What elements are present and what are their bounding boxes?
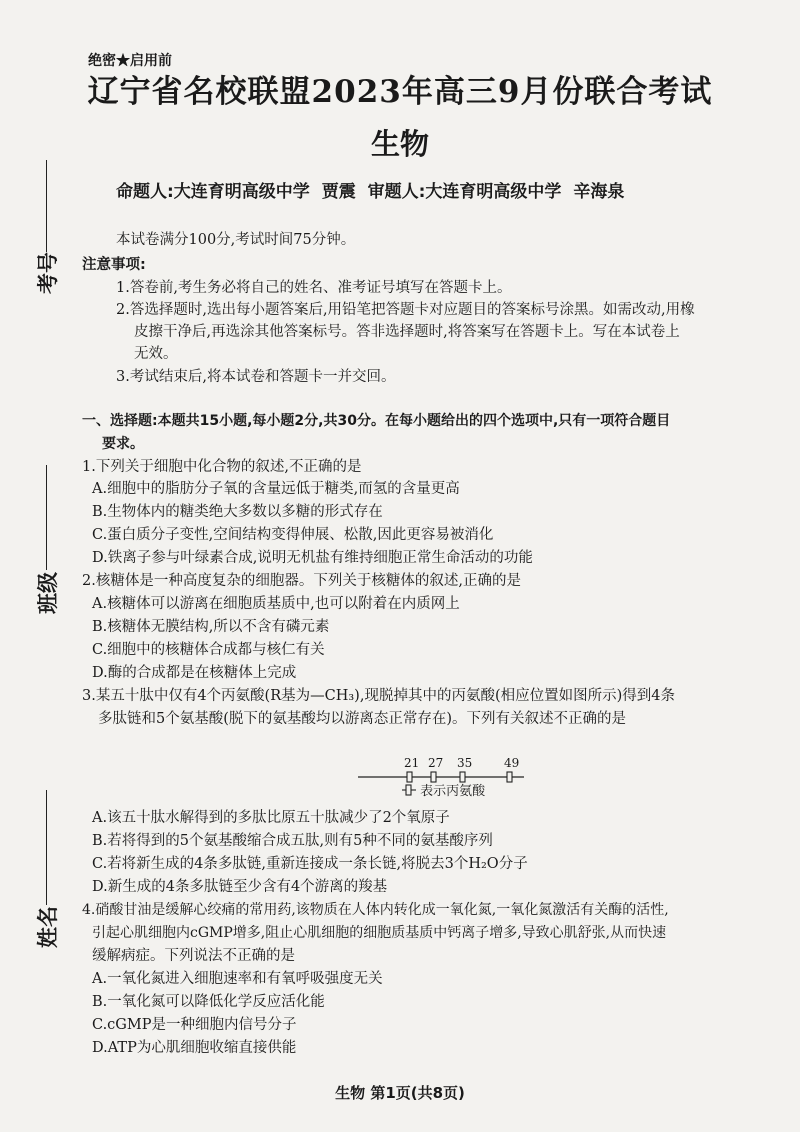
subject-title: 生物: [370, 127, 429, 161]
name-field-line[interactable]: [46, 790, 47, 905]
class-field-line[interactable]: [46, 465, 47, 570]
q3-stem: 3.某五十肽中仅有4个丙氨酸(R基为—CH₃),现脱掉其中的丙氨酸(相应位置如图所示)得到4条: [82, 688, 675, 704]
secret-tag: 绝密★启用前: [88, 53, 172, 69]
q4-option-d: D.ATP为心肌细胞收缩直接供能: [92, 1040, 297, 1056]
q3-option-d: D.新生成的4条多肽链至少含有4个游离的羧基: [92, 879, 388, 895]
q3-stem-cont: 多肽链和5个氨基酸(脱下的氨基酸均以游离态正常存在)。下列有关叙述不正确的是: [98, 711, 627, 727]
position-label: 35: [457, 756, 473, 770]
q3-option-b: B.若将得到的5个氨基酸缩合成五肽,则有5种不同的氨基酸序列: [92, 833, 493, 849]
name-label: 姓名: [36, 906, 60, 948]
q1-option-b: B.生物体内的糖类绝大多数以多糖的形式存在: [92, 504, 383, 520]
q1-option-d: D.铁离子参与叶绿素合成,说明无机盐有维持细胞正常生命活动的功能: [92, 550, 533, 566]
notice-2a: 2.答选择题时,选出每小题答案后,用铅笔把答题卡对应题目的答案标号涂黑。如需改动,用橡: [116, 302, 695, 318]
q4-option-c: C.cGMP是一种细胞内信号分子: [92, 1017, 297, 1033]
q4-option-b: B.一氧化氮可以降低化学反应活化能: [92, 994, 325, 1010]
notice-2b: 皮擦干净后,再选涂其他答案标号。答非选择题时,将答案写在答题卡上。写在本试卷上: [134, 324, 680, 340]
q4-stem-cont: 引起心肌细胞内cGMP增多,阻止心肌细胞的细胞质基质中钙离子增多,导致心肌舒张,从而快速: [92, 925, 667, 941]
q4-option-a: A.一氧化氮进入细胞速率和有氧呼吸强度无关: [92, 971, 383, 987]
notice-title: 注意事项:: [82, 257, 146, 273]
position-label: 21: [404, 756, 420, 770]
legend-text: 表示丙氨酸: [420, 784, 486, 799]
q4-stem: 4.硝酸甘油是缓解心绞痛的常用药,该物质在人体内转化成一氧化氮,一氧化氮激活有关酶的活性,: [82, 902, 669, 918]
q3-option-c: C.若将新生成的4条多肽链,重新连接成一条长链,将脱去3个H₂O分子: [92, 856, 528, 872]
q2-option-c: C.细胞中的核糖体合成都与核仁有关: [92, 642, 325, 658]
notice-1: 1.答卷前,考生务必将自己的姓名、准考证号填写在答题卡上。: [116, 280, 512, 296]
exam-no-field-line[interactable]: [46, 160, 47, 252]
page-footer: 生物 第1页(共8页): [335, 1084, 465, 1102]
notice-3: 3.考试结束后,将本试卷和答题卡一并交回。: [116, 369, 396, 385]
position-label: 49: [504, 756, 520, 770]
class-label: 班级: [36, 572, 60, 614]
q1-stem: 1.下列关于细胞中化合物的叙述,不正确的是: [82, 459, 362, 475]
alanine-symbol-icon: [402, 783, 416, 797]
q2-stem: 2.核糖体是一种高度复杂的细胞器。下列关于核糖体的叙述,正确的是: [82, 573, 521, 589]
q4-stem-cont-2: 缓解病症。下列说法不正确的是: [92, 948, 295, 964]
section-1-heading: 一、选择题:本题共15小题,每小题2分,共30分。在每小题给出的四个选项中,只有一项符合题目: [82, 413, 671, 429]
q1-option-c: C.蛋白质分子变性,空间结构变得伸展、松散,因此更容易被消化: [92, 527, 494, 543]
notice-2c: 无效。: [134, 346, 178, 362]
section-1-heading-cont: 要求。: [102, 436, 144, 452]
q2-option-a: A.核糖体可以游离在细胞质基质中,也可以附着在内质网上: [92, 596, 460, 612]
q1-option-a: A.细胞中的脂肪分子氧的含量远低于糖类,而氢的含量更高: [92, 481, 460, 497]
position-label: 27: [428, 756, 444, 770]
q3-option-a: A.该五十肽水解得到的多肽比原五十肽减少了2个氧原子: [92, 810, 450, 826]
exam-title: 辽宁省名校联盟2023年高三9月份联合考试: [87, 74, 713, 110]
q2-option-d: D.酶的合成都是在核糖体上完成: [92, 665, 297, 681]
author-line: 命题人:大连育明高级中学 贾震 审题人:大连育明高级中学 辛海泉: [116, 182, 625, 202]
score-time: 本试卷满分100分,考试时间75分钟。: [116, 232, 356, 248]
exam-no-label: 考号: [36, 252, 60, 294]
alanine-legend: [402, 780, 485, 799]
q2-option-b: B.核糖体无膜结构,所以不含有磷元素: [92, 619, 330, 635]
